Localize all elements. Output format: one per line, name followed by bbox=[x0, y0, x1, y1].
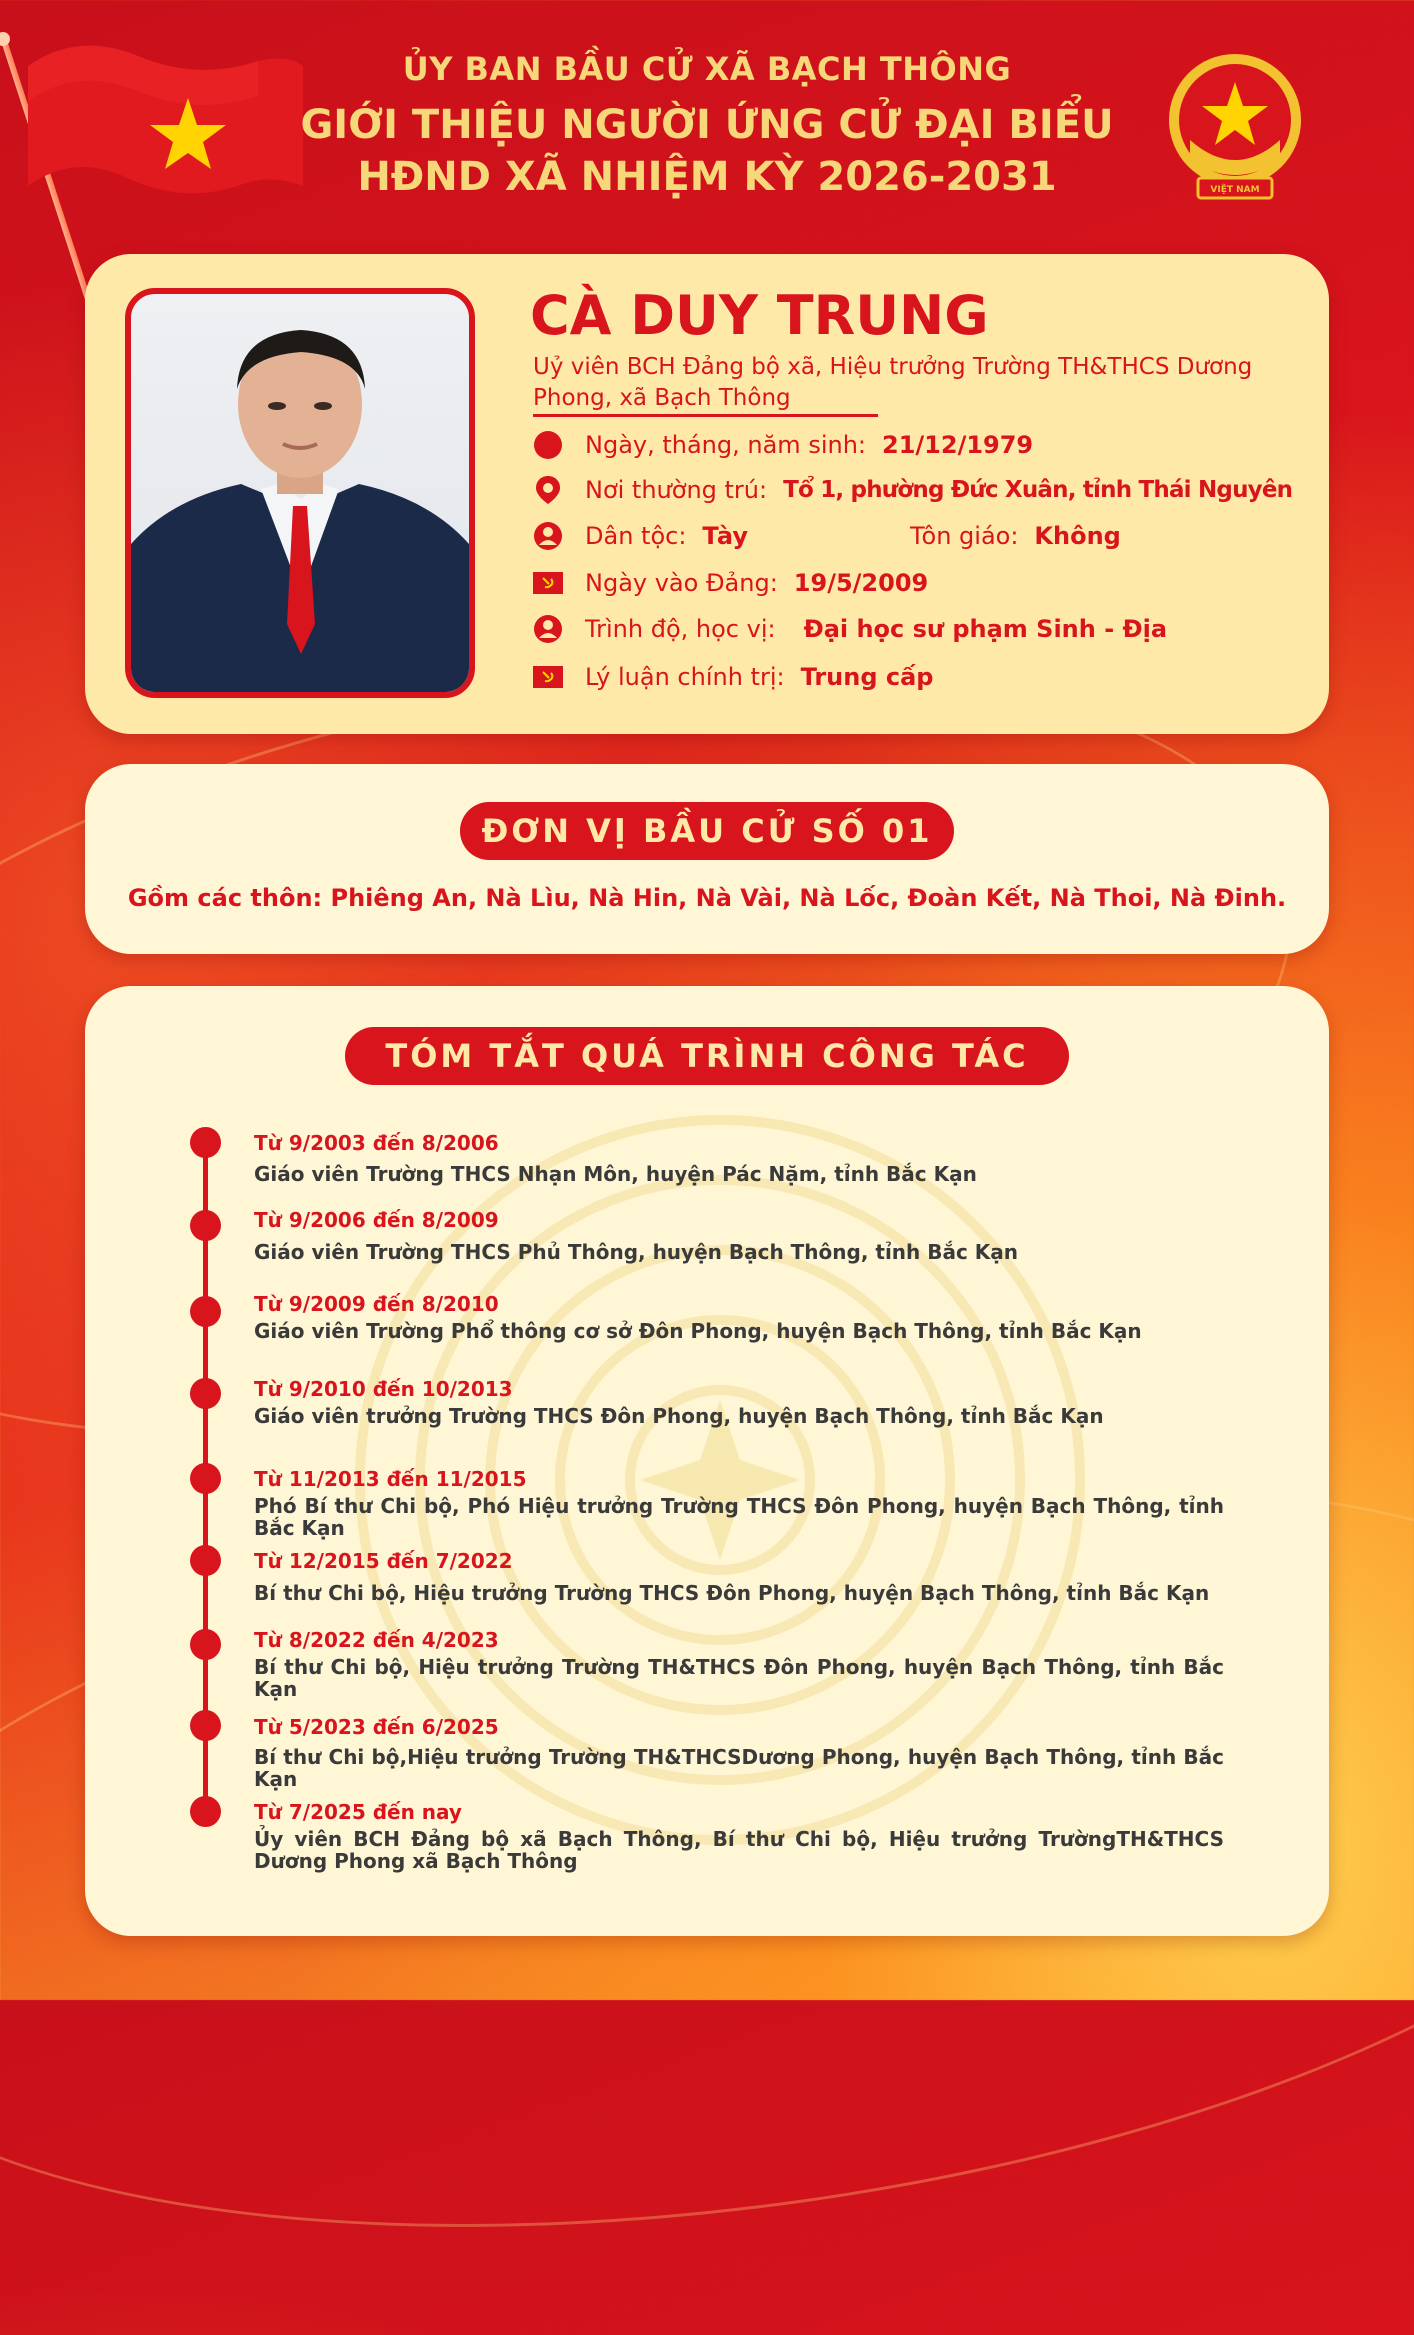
portrait-illustration bbox=[131, 294, 469, 692]
info-religion bbox=[910, 519, 1121, 553]
timeline-dot bbox=[190, 1378, 221, 1409]
location-pin-icon bbox=[533, 475, 563, 505]
info-political-theory bbox=[533, 660, 933, 694]
electoral-unit-title: ĐƠN VỊ BẦU CỬ SỐ 01 bbox=[460, 802, 954, 860]
info-value: 21/12/1979 bbox=[882, 431, 1034, 459]
party-flag-icon bbox=[533, 568, 563, 598]
timeline-dot bbox=[190, 1710, 221, 1741]
timeline-description: Giáo viên trưởng Trường THCS Đôn Phong, huyện Bạch Thông, tỉnh Bắc Kạn bbox=[254, 1404, 1104, 1428]
timeline-description: Bí thư Chi bộ, Hiệu trưởng Trường TH&THCS Đôn Phong, huyện Bạch Thông, tỉnh Bắc Kạn bbox=[254, 1655, 1224, 1701]
timeline-description: Ủy viên BCH Đảng bộ xã Bạch Thông, Bí thư Chi bộ, Hiệu trưởng TrườngTH&THCS Dương Phong xã Bạch Thông bbox=[254, 1827, 1224, 1873]
role-underline bbox=[533, 414, 878, 417]
info-label: Lý luận chính trị: bbox=[585, 663, 785, 691]
timeline-description: Giáo viên Trường Phổ thông cơ sở Đôn Phong, huyện Bạch Thông, tỉnh Bắc Kạn bbox=[254, 1319, 1142, 1343]
timeline-period: Từ 8/2022 đến 4/2023 bbox=[254, 1628, 499, 1652]
emblem-text: VIỆT NAM bbox=[1210, 185, 1260, 195]
person-icon bbox=[533, 614, 563, 644]
info-label: Tôn giáo: bbox=[910, 522, 1019, 550]
info-value: Đại học sư phạm Sinh - Địa bbox=[803, 615, 1168, 643]
timeline-description: Bí thư Chi bộ,Hiệu trưởng Trường TH&THCSDương Phong, huyện Bạch Thông, tỉnh Bắc Kạn bbox=[254, 1745, 1224, 1791]
info-label: Trình độ, học vị: bbox=[585, 615, 776, 643]
timeline-dot bbox=[190, 1545, 221, 1576]
party-flag-icon bbox=[533, 662, 563, 692]
circle-icon bbox=[533, 430, 563, 460]
info-label: Nơi thường trú: bbox=[585, 476, 768, 504]
candidate-role: Uỷ viên BCH Đảng bộ xã, Hiệu trưởng Trường TH&THCS Dương Phong, xã Bạch Thông bbox=[533, 354, 1253, 411]
timeline-period: Từ 9/2010 đến 10/2013 bbox=[254, 1377, 513, 1401]
person-icon bbox=[533, 521, 563, 551]
electoral-unit-area: Gồm các thôn: Phiêng An, Nà Lìu, Nà Hin, Nà Vài, Nà Lốc, Đoàn Kết, Nà Thoi, Nà Đinh. bbox=[127, 884, 1287, 912]
timeline-dot bbox=[190, 1463, 221, 1494]
info-value: 19/5/2009 bbox=[793, 569, 929, 597]
timeline-period: Từ 9/2006 đến 8/2009 bbox=[254, 1208, 499, 1232]
info-label: Ngày vào Đảng: bbox=[585, 569, 778, 597]
info-label: Ngày, tháng, năm sinh: bbox=[585, 431, 866, 459]
timeline-dot bbox=[190, 1127, 221, 1158]
timeline-dot bbox=[190, 1296, 221, 1327]
timeline-period: Từ 12/2015 đến 7/2022 bbox=[254, 1549, 513, 1573]
timeline-dot bbox=[190, 1796, 221, 1827]
timeline-period: Từ 9/2009 đến 8/2010 bbox=[254, 1292, 499, 1316]
info-party-date bbox=[533, 566, 928, 600]
timeline-period: Từ 7/2025 đến nay bbox=[254, 1800, 462, 1824]
poster-title-line1: GIỚI THIỆU NGƯỜI ỨNG CỬ ĐẠI BIỂU bbox=[300, 102, 1114, 148]
timeline-description: Bí thư Chi bộ, Hiệu trưởng Trường THCS Đôn Phong, huyện Bạch Thông, tỉnh Bắc Kạn bbox=[254, 1581, 1210, 1605]
timeline-period: Từ 11/2013 đến 11/2015 bbox=[254, 1467, 527, 1491]
timeline-period: Từ 9/2003 đến 8/2006 bbox=[254, 1131, 499, 1155]
info-value: Không bbox=[1034, 522, 1121, 550]
info-value: Tổ 1, phường Đức Xuân, tỉnh Thái Nguyên bbox=[783, 477, 1293, 503]
info-ethnicity bbox=[533, 519, 748, 553]
candidate-name: CÀ DUY TRUNG bbox=[530, 284, 989, 347]
candidate-photo bbox=[125, 288, 475, 698]
info-label: Dân tộc: bbox=[585, 522, 687, 550]
timeline-dot bbox=[190, 1210, 221, 1241]
organizer-title: ỦY BAN BẦU CỬ XÃ BẠCH THÔNG bbox=[402, 50, 1012, 88]
info-value: Tày bbox=[702, 522, 748, 550]
info-residence bbox=[533, 473, 1292, 507]
timeline-description: Phó Bí thư Chi bộ, Phó Hiệu trưởng Trường THCS Đôn Phong, huyện Bạch Thông, tỉnh Bắc Kạn bbox=[254, 1494, 1224, 1540]
info-education bbox=[533, 612, 1167, 646]
timeline-period: Từ 5/2023 đến 6/2025 bbox=[254, 1715, 499, 1739]
timeline-description: Giáo viên Trường THCS Nhạn Môn, huyện Pác Nặm, tỉnh Bắc Kạn bbox=[254, 1162, 977, 1186]
info-birthdate bbox=[533, 428, 1033, 462]
info-value: Trung cấp bbox=[800, 663, 934, 691]
timeline-description: Giáo viên Trường THCS Phủ Thông, huyện Bạch Thông, tỉnh Bắc Kạn bbox=[254, 1240, 1019, 1264]
poster-title-line2: HĐND XÃ NHIỆM KỲ 2026-2031 bbox=[357, 154, 1057, 200]
career-title: TÓM TẮT QUÁ TRÌNH CÔNG TÁC bbox=[345, 1027, 1069, 1085]
timeline-dot bbox=[190, 1629, 221, 1660]
